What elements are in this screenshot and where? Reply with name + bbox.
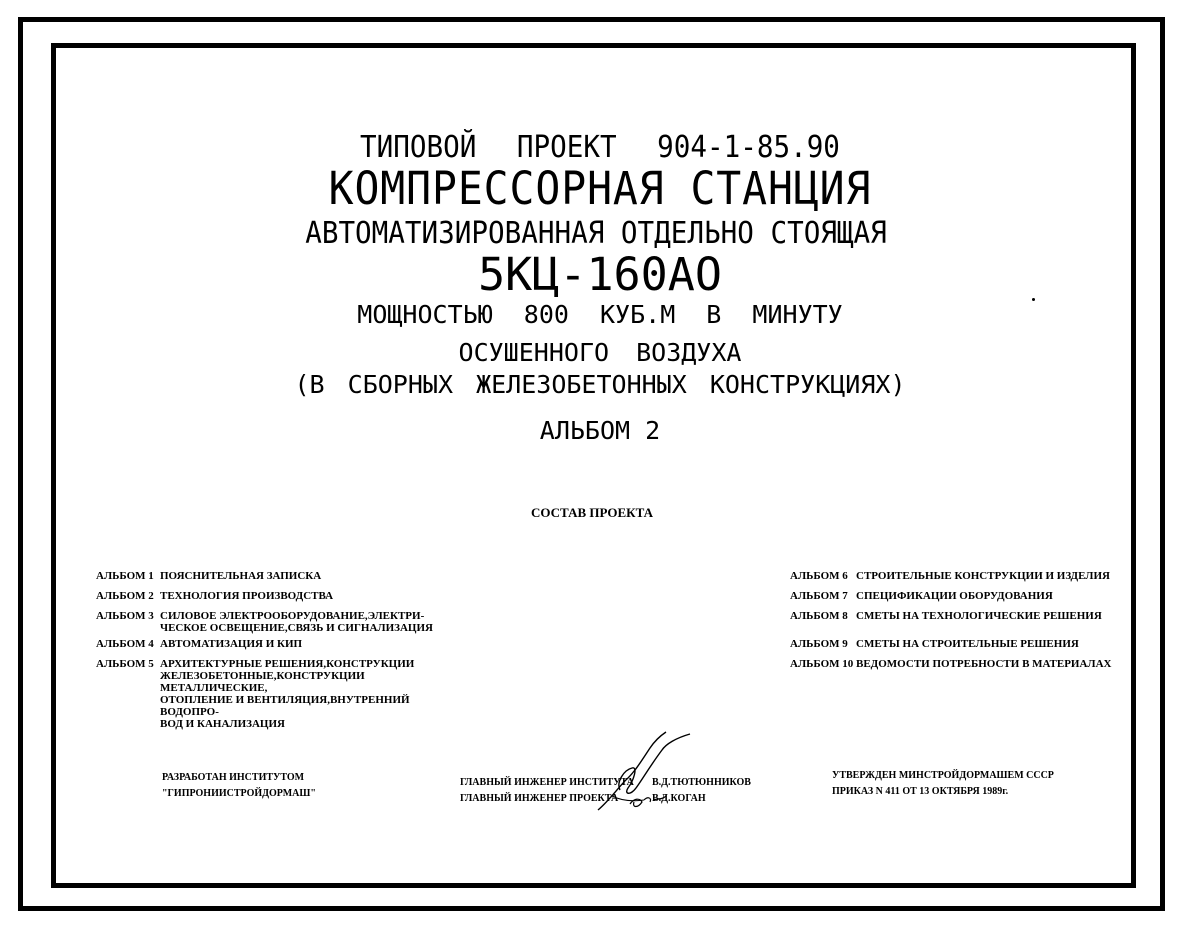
albums-left-list <box>96 570 466 738</box>
album-number-label: АЛЬБОМ 1 <box>96 570 154 582</box>
album-item <box>96 658 466 730</box>
composition-heading: СОСТАВ ПРОЕКТА <box>531 505 653 520</box>
approval-order: ПРИКАЗ N 411 ОТ 13 ОКТЯБРЯ 1989г. <box>832 786 1009 797</box>
albums-right-list <box>790 570 1120 678</box>
developer-institute: "ГИПРОНИИСТРОЙДОРМАШ" <box>162 788 316 799</box>
chief-engineer-institute-label: ГЛАВНЫЙ ИНЖЕНЕР ИНСТИТУТА <box>460 777 634 788</box>
album-item <box>96 638 466 650</box>
chief-engineer-project-name: В.Д.КОГАН <box>652 793 706 804</box>
album-description: ТЕХНОЛОГИЯ ПРОИЗВОДСТВА <box>160 590 334 602</box>
album-number-label: АЛЬБОМ 8 <box>790 610 848 622</box>
developer-block <box>162 770 316 802</box>
album-description: СИЛОВОЕ ЭЛЕКТРООБОРУДОВАНИЕ,ЭЛЕКТРИ- ЧЕСКОЕ ОСВЕЩЕНИЕ,СВЯЗЬ И СИГНАЛИЗАЦИЯ <box>160 610 433 634</box>
approval-authority: УТВЕРЖДЕН МИНСТРОЙДОРМАШЕМ СССР <box>832 770 1054 781</box>
construction-line: (В СБОРНЫХ ЖЕЛЕЗОБЕТОННЫХ КОНСТРУКЦИЯХ) <box>294 370 906 399</box>
album-number-label: АЛЬБОМ 5 <box>96 658 154 670</box>
album-number-label: АЛЬБОМ 9 <box>790 638 848 650</box>
project-subtitle: АВТОМАТИЗИРОВАННАЯ ОТДЕЛЬНО СТОЯЩАЯ <box>305 216 887 251</box>
album-number: АЛЬБОМ 2 <box>539 416 661 445</box>
album-number-label: АЛЬБОМ 7 <box>790 590 848 602</box>
album-item <box>790 658 1120 670</box>
album-item <box>790 570 1120 582</box>
album-item <box>96 590 466 602</box>
engineer-names <box>652 775 751 807</box>
album-number-label: АЛЬБОМ 4 <box>96 638 154 650</box>
album-number-label: АЛЬБОМ 6 <box>790 570 848 582</box>
album-item <box>96 610 466 634</box>
album-number-label: АЛЬБОМ 10 <box>790 658 854 670</box>
album-description: ПОЯСНИТЕЛЬНАЯ ЗАПИСКА <box>160 570 322 582</box>
album-description: СПЕЦИФИКАЦИИ ОБОРУДОВАНИЯ <box>856 590 1053 602</box>
station-model: 5КЦ-160АО <box>478 248 722 301</box>
album-item <box>790 638 1120 650</box>
album-item <box>96 570 466 582</box>
developer-label: РАЗРАБОТАН ИНСТИТУТОМ <box>162 772 305 783</box>
project-number: ТИПОВОЙ ПРОЕКТ 904-1-85.90 <box>360 130 840 165</box>
approval-block <box>832 768 1054 800</box>
capacity-line: МОЩНОСТЬЮ 800 КУБ.М В МИНУТУ <box>357 300 843 329</box>
album-description: СТРОИТЕЛЬНЫЕ КОНСТРУКЦИИ И ИЗДЕЛИЯ <box>856 570 1110 582</box>
air-type-line: ОСУШЕННОГО ВОЗДУХА <box>458 338 742 367</box>
album-description: АРХИТЕКТУРНЫЕ РЕШЕНИЯ,КОНСТРУКЦИИ ЖЕЛЕЗОБЕТОННЫЕ,КОНСТРУКЦИИ МЕТАЛЛИЧЕСКИЕ, ОТОПЛЕНИЕ И ВЕНТИЛЯЦИЯ,ВНУТРЕННИЙ ВОДОПРО- ВОД И КАНАЛИЗАЦИЯ <box>160 658 415 730</box>
album-number-label: АЛЬБОМ 3 <box>96 610 154 622</box>
album-item <box>790 590 1120 602</box>
album-number-label: АЛЬБОМ 2 <box>96 590 154 602</box>
album-description: СМЕТЫ НА СТРОИТЕЛЬНЫЕ РЕШЕНИЯ <box>856 638 1079 650</box>
album-item <box>790 610 1120 622</box>
chief-engineer-institute-name: В.Д.ТЮТЮННИКОВ <box>652 777 751 788</box>
project-title: КОМПРЕССОРНАЯ СТАНЦИЯ <box>328 162 872 215</box>
album-description: АВТОМАТИЗАЦИЯ И КИП <box>160 638 303 650</box>
album-description: СМЕТЫ НА ТЕХНОЛОГИЧЕСКИЕ РЕШЕНИЯ <box>856 610 1102 622</box>
album-description: ВЕДОМОСТИ ПОТРЕБНОСТИ В МАТЕРИАЛАХ <box>856 658 1112 670</box>
chief-engineer-project-label: ГЛАВНЫЙ ИНЖЕНЕР ПРОЕКТА <box>460 793 619 804</box>
